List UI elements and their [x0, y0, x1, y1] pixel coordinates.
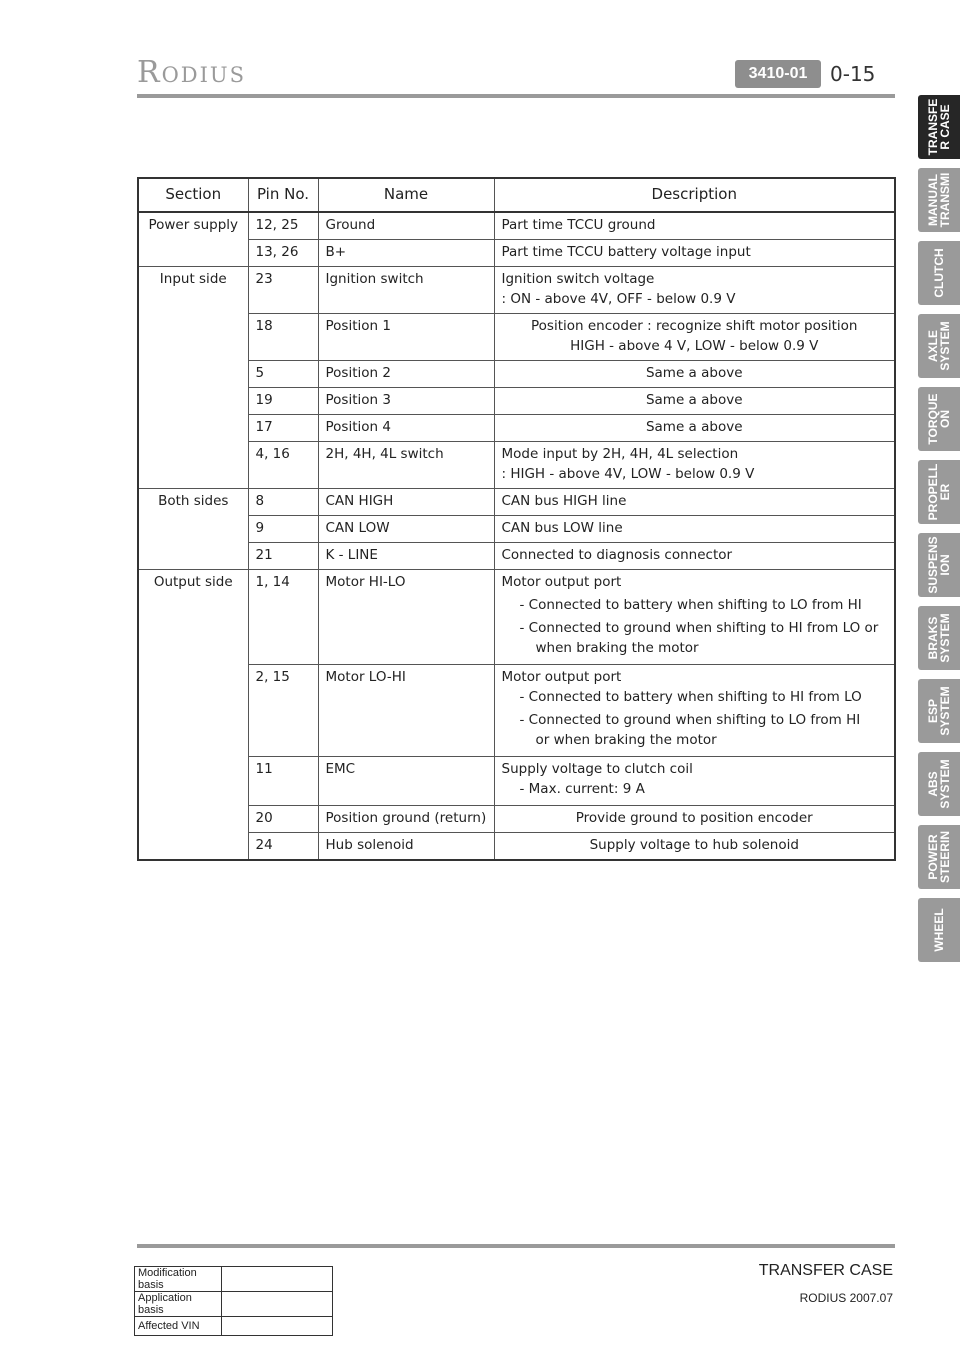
tab-label: WHEEL	[932, 908, 946, 952]
footer-divider	[137, 1244, 895, 1248]
desc-line: Supply voltage to clutch coil	[501, 761, 693, 777]
header-description: Description	[494, 178, 895, 212]
header-pin: Pin No.	[248, 178, 318, 212]
pin-cell: 13, 26	[248, 240, 318, 267]
desc-cell	[494, 314, 895, 361]
page-number: 0-15	[830, 62, 876, 86]
pin-cell: 8	[248, 489, 318, 516]
footer-model: RODIUS 2007.07	[799, 1291, 893, 1305]
desc-cell	[494, 388, 895, 415]
tab-torque-on[interactable]	[918, 387, 960, 451]
name-cell: Position 2	[318, 361, 494, 388]
table-row	[138, 665, 895, 757]
desc-line: CAN bus LOW line	[501, 520, 623, 536]
table-row	[138, 543, 895, 570]
header-name: Name	[318, 178, 494, 212]
name-cell: EMC	[318, 757, 494, 806]
desc-line: HIGH - above 4 V, LOW - below 0.9 V	[570, 338, 819, 354]
desc-line: Mode input by 2H, 4H, 4L selection	[501, 446, 739, 462]
desc-line: Same a above	[645, 419, 743, 435]
tab-label: BRAKS SYSTEM	[926, 613, 952, 663]
tab-clutch[interactable]	[918, 241, 960, 305]
name-cell: Motor HI-LO	[318, 570, 494, 665]
name-cell: Ground	[318, 212, 494, 240]
mod-value	[222, 1292, 333, 1317]
name-cell: Position ground (return)	[318, 806, 494, 833]
name-cell: 2H, 4H, 4L switch	[318, 442, 494, 489]
tab-axle-system[interactable]	[918, 314, 960, 378]
name-cell: Ignition switch	[318, 267, 494, 314]
pin-cell: 17	[248, 415, 318, 442]
table-row	[138, 489, 895, 516]
table-row	[138, 516, 895, 543]
desc-cell	[494, 361, 895, 388]
desc-cell	[494, 267, 895, 314]
pin-cell: 1, 14	[248, 570, 318, 665]
pin-cell: 4, 16	[248, 442, 318, 489]
tab-label: POWER STEERIN	[926, 830, 952, 884]
tab-label: SUSPENS ION	[926, 536, 952, 594]
desc-cell	[494, 665, 895, 757]
tab-propeller[interactable]	[918, 460, 960, 524]
desc-line: Part time TCCU battery voltage input	[501, 244, 751, 260]
pin-cell: 5	[248, 361, 318, 388]
name-cell: Position 1	[318, 314, 494, 361]
desc-cell	[494, 489, 895, 516]
desc-cell	[494, 516, 895, 543]
pin-cell: 18	[248, 314, 318, 361]
section-cell: Power supply	[138, 212, 248, 267]
desc-line: Supply voltage to hub solenoid	[589, 837, 799, 853]
header-divider	[137, 94, 895, 98]
desc-cell	[494, 833, 895, 861]
desc-line: Part time TCCU ground	[501, 217, 656, 233]
header-section: Section	[138, 178, 248, 212]
desc-line: Same a above	[645, 392, 743, 408]
desc-line: or when braking the motor	[535, 732, 717, 748]
pin-cell: 19	[248, 388, 318, 415]
desc-line: - Connected to ground when shifting to HI from LO or	[519, 620, 879, 636]
section-cell: Input side	[138, 267, 248, 489]
pin-cell: 20	[248, 806, 318, 833]
desc-line: - Max. current: 9 A	[519, 781, 645, 797]
table-row	[135, 1317, 333, 1336]
pin-cell: 21	[248, 543, 318, 570]
mod-value	[222, 1267, 333, 1292]
desc-line: Same a above	[645, 365, 743, 381]
table-row	[135, 1267, 333, 1292]
table-row	[138, 442, 895, 489]
pin-cell: 23	[248, 267, 318, 314]
tab-esp-system[interactable]	[918, 679, 960, 743]
modification-table	[134, 1266, 333, 1336]
tab-label: CLUTCH	[932, 248, 946, 298]
table-row	[138, 833, 895, 861]
name-cell: CAN HIGH	[318, 489, 494, 516]
tab-abs-system[interactable]	[918, 752, 960, 816]
tab-label: AXLE SYSTEM	[926, 321, 952, 371]
pin-cell: 9	[248, 516, 318, 543]
brand-logo: Rodius	[137, 55, 247, 90]
table-header-row	[138, 178, 895, 212]
section-code-badge: 3410-01	[735, 60, 821, 88]
tab-manual-transmission[interactable]	[918, 168, 960, 232]
mod-label: Modification basis	[135, 1267, 222, 1292]
mod-value	[222, 1317, 333, 1336]
desc-cell	[494, 543, 895, 570]
table-row	[138, 267, 895, 314]
name-cell: Position 4	[318, 415, 494, 442]
desc-line: : HIGH - above 4V, LOW - below 0.9 V	[501, 466, 755, 482]
table-row	[138, 212, 895, 240]
desc-line: Position encoder : recognize shift motor position	[531, 318, 858, 334]
table-row	[138, 806, 895, 833]
desc-line: Motor output port	[501, 574, 622, 590]
tab-wheel[interactable]	[918, 898, 960, 962]
pin-cell: 24	[248, 833, 318, 861]
desc-line: - Connected to battery when shifting to HI from LO	[519, 689, 862, 705]
name-cell: CAN LOW	[318, 516, 494, 543]
pin-cell: 2, 15	[248, 665, 318, 757]
desc-line: : ON - above 4V, OFF - below 0.9 V	[501, 291, 736, 307]
pin-spec-table	[137, 177, 896, 861]
mod-label: Affected VIN	[135, 1317, 222, 1336]
table-row	[138, 388, 895, 415]
table-row	[138, 314, 895, 361]
tab-label: ABS SYSTEM	[926, 759, 952, 809]
table-row	[138, 570, 895, 665]
desc-cell	[494, 757, 895, 806]
desc-line: Ignition switch voltage	[501, 271, 655, 287]
name-cell: Motor LO-HI	[318, 665, 494, 757]
tab-label: PROPELL ER	[926, 463, 952, 521]
desc-line: Motor output port	[501, 669, 622, 685]
tab-power-steering[interactable]	[918, 825, 960, 889]
section-cell: Both sides	[138, 489, 248, 570]
table-row	[138, 757, 895, 806]
tab-brake-system[interactable]	[918, 606, 960, 670]
desc-line: - Connected to ground when shifting to LO from HI	[519, 712, 861, 728]
mod-label: Application basis	[135, 1292, 222, 1317]
table-row	[138, 361, 895, 388]
desc-cell	[494, 570, 895, 665]
desc-line: when braking the motor	[535, 640, 699, 656]
tab-label: TRANSFE R CASE	[926, 98, 952, 156]
desc-line: Provide ground to position encoder	[575, 810, 813, 826]
name-cell: K - LINE	[318, 543, 494, 570]
tab-label: MANUAL TRANSMI	[926, 172, 952, 228]
table-row	[138, 240, 895, 267]
pin-cell: 11	[248, 757, 318, 806]
desc-line: - Connected to battery when shifting to LO from HI	[519, 597, 862, 613]
desc-line: CAN bus HIGH line	[501, 493, 627, 509]
desc-cell	[494, 212, 895, 240]
table-row	[138, 415, 895, 442]
tab-suspension[interactable]	[918, 533, 960, 597]
name-cell: Position 3	[318, 388, 494, 415]
desc-cell	[494, 415, 895, 442]
name-cell: Hub solenoid	[318, 833, 494, 861]
footer-title: TRANSFER CASE	[758, 1262, 893, 1279]
desc-cell	[494, 442, 895, 489]
desc-line: Connected to diagnosis connector	[501, 547, 733, 563]
section-cell: Output side	[138, 570, 248, 861]
pin-cell: 12, 25	[248, 212, 318, 240]
tab-label: ESP SYSTEM	[926, 686, 952, 736]
desc-cell	[494, 806, 895, 833]
name-cell: B+	[318, 240, 494, 267]
tab-label: TORQUE ON	[926, 393, 952, 445]
tab-transfer-case[interactable]	[918, 95, 960, 159]
table-row	[135, 1292, 333, 1317]
desc-cell	[494, 240, 895, 267]
